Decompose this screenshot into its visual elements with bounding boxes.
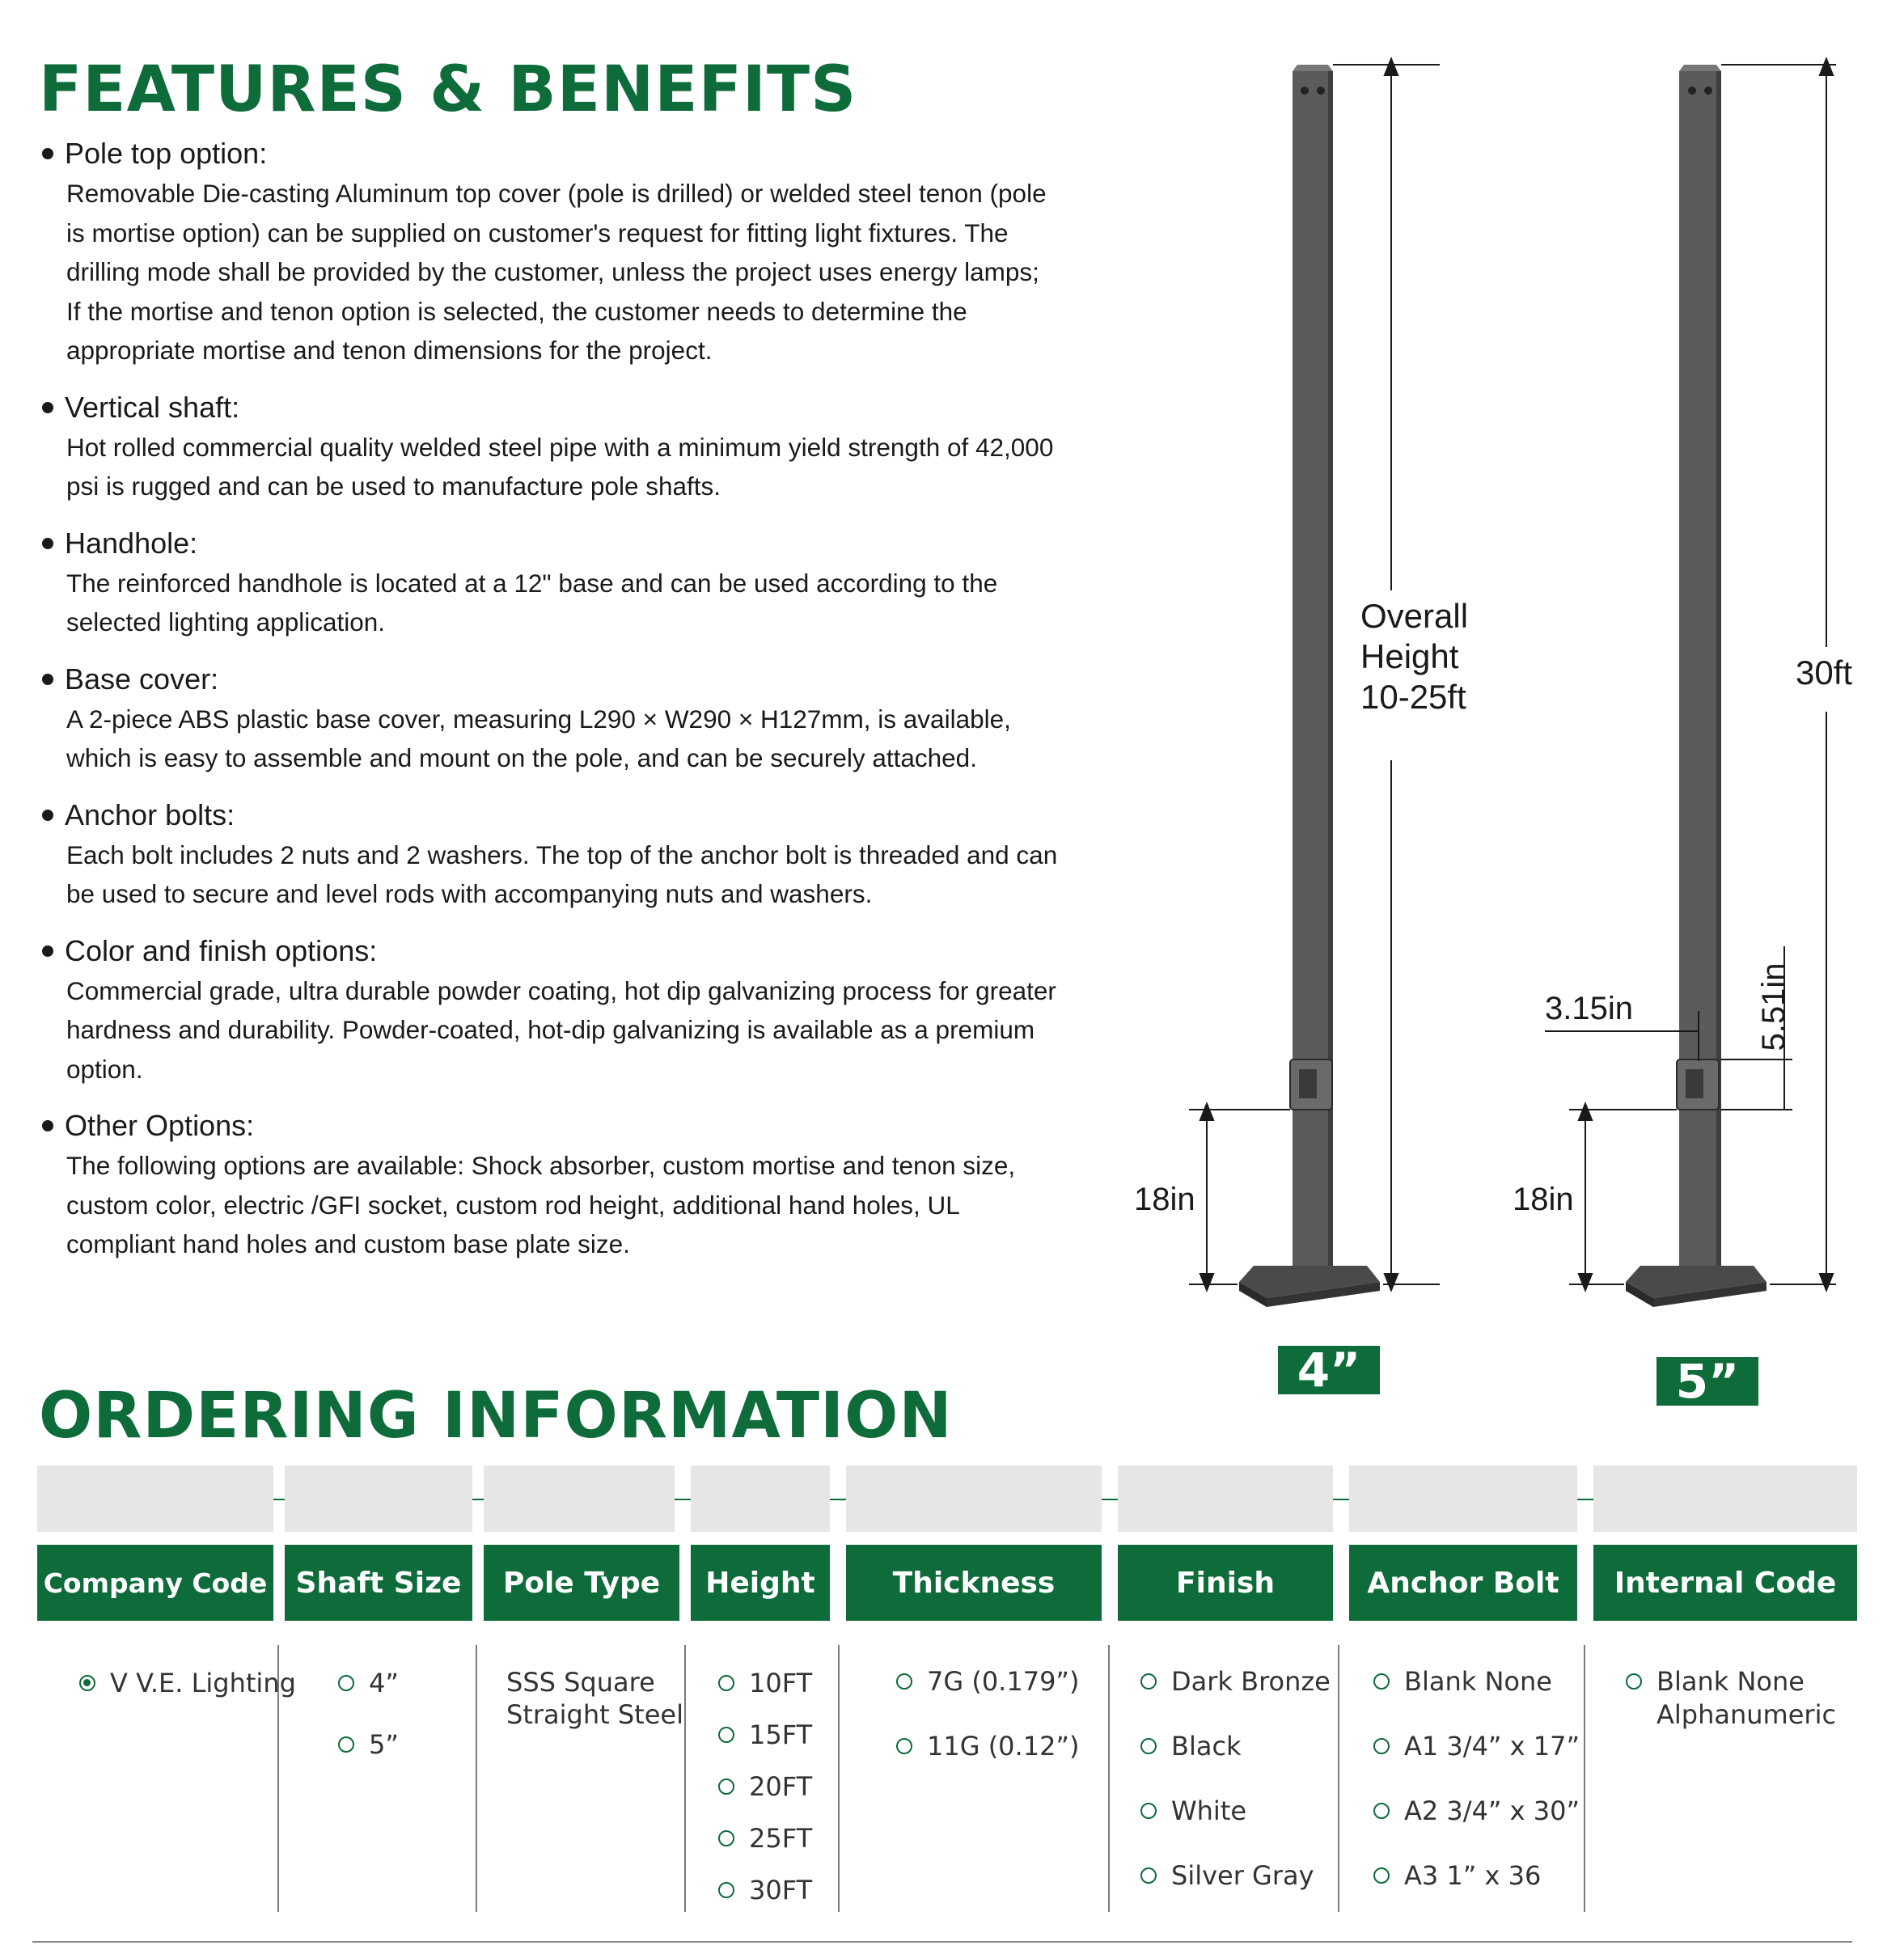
code-slot-finish — [1118, 1466, 1333, 1532]
features-title: FEATURES & BENEFITS — [39, 53, 857, 126]
option-label: 15FT — [749, 1719, 813, 1750]
option-anchor-blank[interactable] — [1373, 1666, 1552, 1697]
header-company-code: Company Code — [37, 1545, 273, 1621]
radio-icon[interactable] — [338, 1675, 354, 1691]
option-label: Blank None — [1404, 1666, 1552, 1697]
radio-icon[interactable] — [338, 1736, 354, 1753]
code-slot-pole-type — [484, 1466, 675, 1532]
feature-item — [39, 796, 1058, 914]
feature-body: Each bolt includes 2 nuts and 2 washers. The top of the anchor bolt is threaded and can be used to secure and level rods with accompanying nuts and washers. — [66, 840, 1058, 908]
option-label: 7G (0.179”) — [927, 1666, 1080, 1697]
option-height-15ft[interactable] — [718, 1719, 812, 1750]
bullet-icon — [42, 402, 53, 413]
option-label: 30FT — [749, 1875, 813, 1905]
option-shaft-4[interactable] — [338, 1668, 399, 1698]
feature-body: A 2-piece ABS plastic base cover, measuring L290 × W290 × H127mm, is available, which is easy to assemble and mount on the pole, and can be securely attached. — [66, 704, 1011, 772]
option-height-20ft[interactable] — [718, 1771, 812, 1802]
option-label: 10FT — [749, 1668, 813, 1698]
code-slot-company — [37, 1466, 273, 1532]
radio-icon[interactable] — [1373, 1738, 1390, 1754]
radio-icon[interactable] — [1373, 1867, 1390, 1884]
slot-connector — [675, 1499, 691, 1500]
option-label: Silver Gray — [1171, 1860, 1314, 1891]
option-anchor-a3[interactable] — [1373, 1860, 1541, 1891]
column-divider — [838, 1645, 840, 1912]
column-divider — [1584, 1645, 1585, 1912]
feature-item — [39, 388, 1058, 506]
feature-heading: Color and finish options: — [65, 933, 378, 967]
pole-5in-illustration — [1513, 65, 1852, 1307]
internal-code-alphanumeric: Alphanumeric — [1656, 1699, 1837, 1730]
bullet-icon — [42, 1120, 53, 1131]
pole-top-hole — [1301, 87, 1309, 95]
slot-connector — [472, 1499, 484, 1500]
ordering-title: ORDERING INFORMATION — [39, 1380, 953, 1453]
pole-top-hole — [1317, 87, 1325, 95]
overall-height-label-line3: 10-25ft — [1360, 678, 1466, 716]
slot-connector — [1333, 1499, 1349, 1500]
base-height-label: 18in — [1134, 1182, 1195, 1217]
column-divider — [1338, 1645, 1339, 1912]
feature-body: Hot rolled commercial quality welded steel pipe with a minimum yield strength of 42,000 psi is rugged and can be used to manufacture pole shafts. — [66, 432, 1054, 501]
radio-icon[interactable] — [1373, 1673, 1390, 1690]
feature-heading: Other Options: — [65, 1109, 255, 1142]
radio-icon[interactable] — [896, 1673, 912, 1690]
radio-icon[interactable] — [718, 1675, 734, 1691]
option-label: A1 3/4” x 17” — [1404, 1731, 1580, 1762]
option-label: White — [1171, 1795, 1247, 1826]
option-label: V V.E. Lighting — [110, 1668, 296, 1698]
radio-selected-icon[interactable] — [79, 1675, 95, 1691]
header-anchor-bolt: Anchor Bolt — [1349, 1545, 1577, 1621]
header-height: Height — [691, 1545, 830, 1621]
radio-icon[interactable] — [1140, 1738, 1157, 1754]
pole-top-cap — [1679, 65, 1721, 71]
radio-icon[interactable] — [718, 1727, 734, 1743]
header-internal-code: Internal Code — [1593, 1545, 1857, 1621]
radio-icon[interactable] — [1626, 1673, 1642, 1690]
header-finish: Finish — [1118, 1545, 1333, 1621]
header-pole-type: Pole Type — [484, 1545, 679, 1621]
option-internal-blank[interactable] — [1626, 1666, 1805, 1697]
bullet-icon — [42, 945, 53, 957]
option-label: Blank None — [1656, 1666, 1805, 1697]
option-height-30ft[interactable] — [718, 1875, 812, 1905]
slot-connector — [830, 1499, 846, 1500]
option-label: 11G (0.12”) — [927, 1731, 1080, 1762]
bottom-divider — [32, 1941, 1852, 1943]
option-finish-silver-gray[interactable] — [1140, 1860, 1314, 1891]
feature-item — [39, 932, 1058, 1089]
overall-height-label-line2: Height — [1360, 637, 1459, 675]
bullet-icon — [42, 148, 53, 159]
slot-connector — [1102, 1499, 1118, 1500]
radio-icon[interactable] — [1140, 1867, 1157, 1884]
option-finish-white[interactable] — [1140, 1795, 1246, 1826]
bullet-icon — [42, 674, 53, 685]
option-thickness-7g[interactable] — [896, 1666, 1079, 1697]
option-label: A2 3/4” x 30” — [1404, 1795, 1580, 1826]
pole-type-line2: Straight Steel — [506, 1699, 683, 1730]
slot-connector — [273, 1499, 285, 1500]
feature-heading: Anchor bolts: — [65, 797, 235, 831]
feature-body: The reinforced handhole is located at a 12" base and can be used according to the selected lighting application. — [66, 568, 998, 637]
code-slot-height — [691, 1466, 830, 1532]
option-label: 20FT — [749, 1771, 813, 1802]
option-company-v[interactable] — [79, 1668, 296, 1698]
radio-icon[interactable] — [718, 1830, 734, 1846]
option-label: Black — [1171, 1731, 1242, 1762]
option-height-25ft[interactable] — [718, 1823, 812, 1854]
feature-body: The following options are available: Shock absorber, custom mortise and tenon size, custom color, electric /GFI socket, custom rod height, additional hand holes, UL compliant hand holes and custom base plate size. — [66, 1151, 1016, 1258]
handhole-slot — [1686, 1069, 1703, 1098]
pole-dimension-diagram — [1116, 49, 1876, 1415]
pole-type-line1: SSS Square — [506, 1667, 655, 1698]
code-slot-internal — [1593, 1466, 1857, 1532]
radio-icon[interactable] — [718, 1778, 734, 1795]
option-anchor-a2[interactable] — [1373, 1795, 1580, 1826]
shaft-size-badge-4in: 4” — [1278, 1346, 1380, 1394]
option-label: 4” — [369, 1668, 399, 1698]
handhole-height-label: 5.51in — [1756, 962, 1792, 1051]
bullet-icon — [42, 538, 53, 549]
option-height-10ft[interactable] — [718, 1668, 812, 1698]
full-height-label: 30ft — [1796, 653, 1853, 692]
column-divider — [476, 1645, 477, 1912]
column-divider — [684, 1645, 686, 1912]
slot-connector — [1577, 1499, 1593, 1500]
code-slot-shaft — [285, 1466, 472, 1532]
pole-4in-illustration — [1134, 65, 1468, 1307]
feature-item — [39, 660, 1058, 778]
base-height-label: 18in — [1513, 1182, 1574, 1217]
feature-heading: Pole top option: — [65, 137, 268, 170]
radio-icon[interactable] — [1373, 1803, 1390, 1819]
feature-body: Commercial grade, ultra durable powder coating, hot dip galvanizing process for greater hardness and durability. Powder-coated, hot-dip galvanizing is available as a premium option. — [66, 975, 1056, 1084]
option-anchor-a1[interactable] — [1373, 1731, 1580, 1762]
feature-item — [39, 1106, 1058, 1264]
column-divider — [1108, 1645, 1110, 1912]
pole-top-hole — [1704, 87, 1712, 95]
pole-top-hole — [1688, 87, 1696, 95]
option-label: 25FT — [749, 1823, 813, 1854]
header-shaft-size: Shaft Size — [285, 1545, 472, 1621]
feature-heading: Base cover: — [65, 662, 219, 696]
option-label: A3 1” x 36 — [1404, 1860, 1542, 1891]
radio-icon[interactable] — [896, 1738, 912, 1754]
option-finish-black[interactable] — [1140, 1731, 1242, 1762]
handhole-slot — [1299, 1069, 1317, 1098]
overall-height-label-line1: Overall — [1360, 597, 1469, 635]
code-slot-anchor — [1349, 1466, 1577, 1532]
handhole-width-label: 3.15in — [1545, 991, 1633, 1026]
option-finish-dark-bronze[interactable] — [1140, 1666, 1331, 1697]
bullet-icon — [42, 810, 53, 821]
option-label: 5” — [369, 1729, 399, 1760]
radio-icon[interactable] — [1140, 1673, 1157, 1690]
code-slot-thickness — [846, 1466, 1102, 1532]
pole-top-cap — [1293, 65, 1333, 71]
radio-icon[interactable] — [1140, 1803, 1157, 1819]
feature-heading: Vertical shaft: — [65, 390, 240, 424]
header-thickness: Thickness — [846, 1545, 1102, 1621]
feature-item — [39, 524, 1058, 642]
option-label: Dark Bronze — [1171, 1666, 1331, 1697]
option-shaft-5[interactable] — [338, 1729, 399, 1760]
option-thickness-11g[interactable] — [896, 1731, 1079, 1762]
features-list — [39, 134, 1058, 1282]
feature-item — [39, 134, 1058, 370]
radio-icon[interactable] — [718, 1882, 734, 1898]
feature-heading: Handhole: — [65, 526, 198, 560]
shaft-size-badge-5in: 5” — [1656, 1357, 1758, 1406]
feature-body: Removable Die-casting Aluminum top cover (pole is drilled) or welded steel tenon (pole is mortise option) can be supplied on customer's request for fitting light fixtures. The drilling mode shall be provided by the customer, unless the project uses energy lamps; If the mortise and tenon option is selected, the customer needs to determine the appropriate mortise and tenon dimensions for the project. — [66, 179, 1047, 365]
